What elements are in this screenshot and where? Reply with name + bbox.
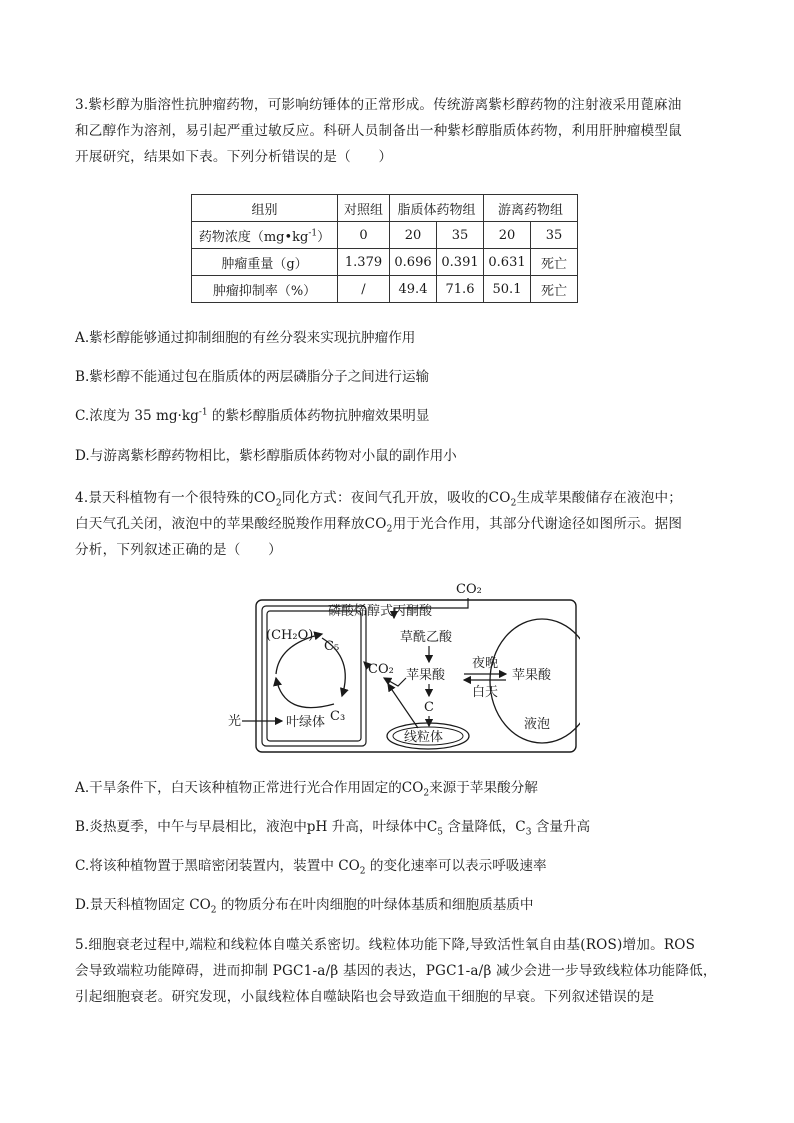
light-label: 光 — [228, 714, 242, 729]
c-label: C — [424, 700, 434, 715]
table-cell: 0 — [338, 222, 390, 249]
co2-outside-label: CO₂ — [456, 582, 482, 597]
oxaloacetate-label: 草酰乙酸 — [400, 630, 453, 645]
malate-label: 苹果酸 — [406, 668, 446, 683]
ch2o-label: (CH₂O) — [266, 628, 314, 643]
table-cell: 脂质体药物组 — [390, 195, 484, 222]
q4-line-1: 4.景天科植物有一个很特殊的$CO_2$同化方式：夜间气孔开放，吸收的$CO_2$生成苹果酸储存在液泡中； — [75, 490, 683, 509]
table-cell: 50.1 — [484, 276, 531, 303]
table-cell: 死亡 — [531, 276, 578, 303]
table-cell: 71.6 — [437, 276, 484, 303]
q4-stem — [75, 485, 725, 563]
q3-line-1: 3.紫杉醇为脂溶性抗肿瘤药物，可影响纺锤体的正常形成。传统游离紫杉醇药物的注射液采用蓖麻油 — [75, 97, 682, 113]
chloroplast-label: 叶绿体 — [286, 715, 326, 730]
q5-line-3: 引起细胞衰老。研究发现，小鼠线粒体自噬缺陷也会导致造血干细胞的早衰。下列叙述错误的是 — [75, 989, 655, 1005]
vacuole-malate-label: 苹果酸 — [512, 668, 552, 683]
table-cell: 35 — [437, 222, 484, 249]
q5-line-1: 5.细胞衰老过程中,端粒和线粒体自噬关系密切。线粒体功能下降,导致活性氧自由基(ROS)增加。ROS — [75, 937, 696, 953]
table-cell: 组别 — [192, 195, 338, 222]
pep-label: 磷酸烯醇式丙酮酸 — [328, 604, 433, 619]
table-row-label: 药物浓度$(mg•kg^{-1})$ — [192, 222, 338, 249]
q3-option-c: C.浓度为 35 $mg\cdot kg^{-1}$ 的紫杉醇脂质体药物抗肿瘤效果明显 — [75, 407, 430, 424]
co2-released-label: CO₂ — [368, 662, 394, 677]
table-cell: 49.4 — [390, 276, 437, 303]
table-cell: 0.696 — [390, 249, 437, 276]
q4-option-a: A.干旱条件下，白天该种植物正常进行光合作用固定的$CO_2$来源于苹果酸分解 — [75, 780, 538, 799]
cycle-arrow-bottom — [276, 678, 334, 708]
c5-label: C₅ — [324, 639, 340, 654]
malate-to-co2-arrow — [384, 678, 406, 686]
table-cell: 游离药物组 — [484, 195, 578, 222]
table-row — [192, 249, 578, 276]
table-cell: 1.379 — [338, 249, 390, 276]
q3-option-a: A.紫杉醇能够通过抑制细胞的有丝分裂来实现抗肿瘤作用 — [75, 330, 416, 346]
table-cell: 对照组 — [338, 195, 390, 222]
day-label: 白天 — [472, 685, 499, 700]
q4-option-d: D.景天科植物固定 $CO_2$ 的物质分布在叶肉细胞的叶绿体基质和细胞质基质中 — [75, 897, 534, 916]
q3-results-table — [191, 194, 578, 303]
table-row — [192, 276, 578, 303]
c3-label: C₃ — [330, 709, 346, 724]
q3-line-3: 开展研究，结果如下表。下列分析错误的是（ ） — [75, 149, 393, 165]
q4-option-b: B.炎热夏季，中午与早晨相比，液泡中pH 升高，叶绿体中$C_5$ 含量降低，$C_3$ 含量升高 — [75, 819, 591, 838]
table-cell: 死亡 — [531, 249, 578, 276]
table-cell: / — [338, 276, 390, 303]
q3-stem — [75, 92, 725, 170]
q5-stem — [75, 932, 725, 1010]
table-row-label: 肿瘤抑制率（%） — [192, 276, 338, 303]
cam-pathway-diagram — [224, 578, 580, 754]
table-cell: 0.631 — [484, 249, 531, 276]
table-row-label: 肿瘤重量（g） — [192, 249, 338, 276]
night-label: 夜晚 — [472, 656, 499, 671]
vacuole-label: 液泡 — [524, 717, 551, 732]
q3-option-b: B.紫杉醇不能通过包在脂质体的两层磷脂分子之间进行运输 — [75, 369, 430, 385]
table-cell: 20 — [484, 222, 531, 249]
table-cell: 35 — [531, 222, 578, 249]
q3-line-2: 和乙醇作为溶剂，易引起严重过敏反应。科研人员制备出一种紫杉醇脂质体药物，利用肝肿瘤模型鼠 — [75, 123, 682, 139]
q4-line-3: 分析，下列叙述正确的是（ ） — [75, 542, 282, 558]
mitochondrion-label: 线粒体 — [404, 730, 444, 745]
q4-option-c: C.将该种植物置于黑暗密闭装置内，装置中 $CO_2$ 的变化速率可以表示呼吸速率 — [75, 858, 547, 877]
q5-line-2: 会导致端粒功能障碍，进而抑制 PGC1-a/β 基因的表达，PGC1-a/β 减少会进一步导致线粒体功能降低， — [75, 963, 717, 979]
mito-to-co2-arrow — [388, 684, 418, 728]
q3-option-d: D.与游离紫杉醇药物相比，紫杉醇脂质体药物对小鼠的副作用小 — [75, 448, 457, 464]
table-cell: 0.391 — [437, 249, 484, 276]
table-header-row — [192, 195, 578, 222]
table-row — [192, 222, 578, 249]
table-cell: 20 — [390, 222, 437, 249]
q4-line-2: 白天气孔关闭，液泡中的苹果酸经脱羧作用释放$CO_2$用于光合作用，其部分代谢途径如图所示。据图 — [75, 516, 683, 535]
